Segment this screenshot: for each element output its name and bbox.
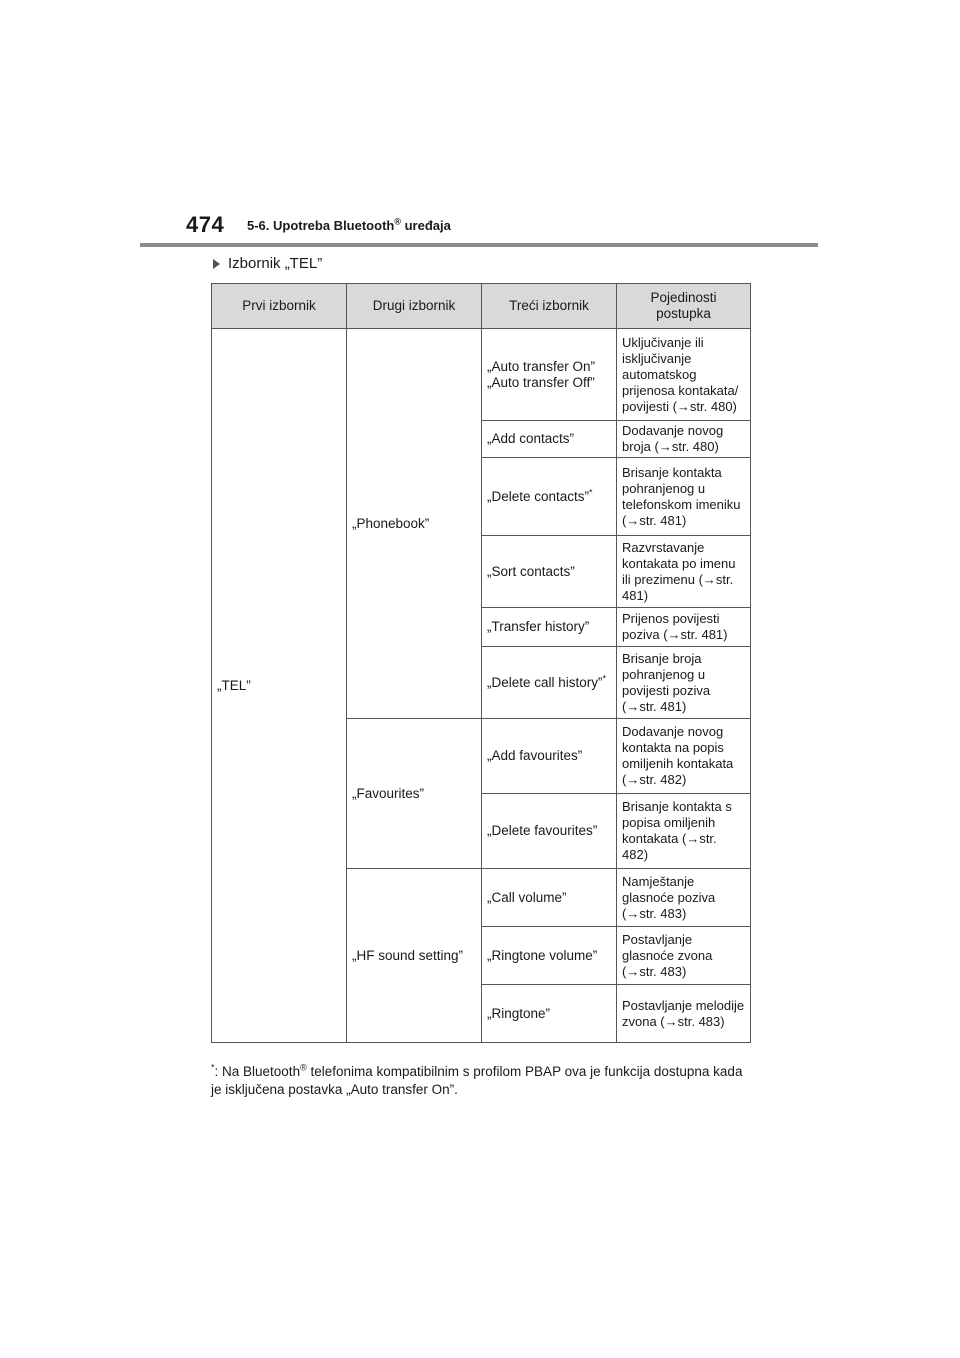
third-menu-label: „Auto transfer On” „Auto transfer Off” [487,358,596,390]
third-menu-cell [482,421,617,458]
third-menu-label: „Sort contacts” [487,563,575,579]
third-menu-cell [482,794,617,869]
menu-table [211,283,751,1043]
second-menu-cell: „HF sound setting” [347,869,482,1043]
footnote [211,1063,751,1099]
third-menu-cell [482,536,617,608]
description-cell: Brisanje kontakta pohranjenog u telefonskom imeniku (→str. 481) [617,458,751,536]
third-menu-label: „Add contacts” [487,431,575,446]
description-cell: Brisanje kontakta s popisa omiljenih kontakata (→str. 482) [617,794,751,869]
footnote-text-start: : Na Bluetooth [214,1064,301,1079]
description-cell: Uključivanje ili isključivanje automatskog prijenosa kontakata/ povijesti (→str. 480) [617,329,751,421]
footnote-text-end: telefonima kompatibilnim s profilom PBAP ova je funkcija dostupna kada je isključena postavka „Auto transfer On”. [211,1064,743,1097]
header-rule [140,243,818,247]
second-menu-cell: „Phonebook” [347,329,482,719]
description-cell: Prijenos povijesti poziva (→str. 481) [617,608,751,647]
column-header: Pojedinosti postupka [617,284,751,329]
first-menu-cell: „TEL” [212,329,347,1043]
second-menu-cell: „Favourites” [347,719,482,869]
column-header: Prvi izbornik [212,284,347,329]
page-number: 474 [186,212,225,237]
table-row [212,329,751,421]
third-menu-label: „Transfer history” [487,619,590,634]
footnote-marker: * [211,1062,215,1073]
third-menu-label: „Call volume” [487,889,567,905]
section-title-suffix: uređaja [400,218,451,233]
description-cell: Razvrstavanje kontakata po imenu ili prezimenu (→str. 481) [617,536,751,608]
third-menu-cell [482,927,617,985]
description-cell: Postavljanje glasnoće zvona (→str. 483) [617,927,751,985]
column-header: Treći izbornik [482,284,617,329]
table-header-row [212,284,751,329]
third-menu-cell [482,458,617,536]
third-menu-cell [482,329,617,421]
third-menu-cell [482,608,617,647]
registered-mark: ® [300,1062,307,1073]
section-title [247,218,451,233]
description-cell: Namještanje glasnoće poziva (→str. 483) [617,869,751,927]
third-menu-cell [482,647,617,719]
footnote-ref: * [602,673,607,683]
subheading-text: Izbornik „TEL” [228,255,323,272]
section-title-prefix: 5-6. Upotreba Bluetooth [247,218,395,233]
third-menu-label: „Delete favourites” [487,823,598,838]
column-header: Drugi izbornik [347,284,482,329]
third-menu-label: „Ringtone” [487,1005,551,1021]
description-cell: Brisanje broja pohranjenog u povijesti poziva (→str. 481) [617,647,751,719]
description-cell: Dodavanje novog kontakta na popis omiljenih kontakata (→str. 482) [617,719,751,794]
description-cell: Postavljanje melodije zvona (→str. 483) [617,985,751,1043]
third-menu-label: „Add favourites” [487,748,583,763]
third-menu-cell [482,719,617,794]
registered-mark: ® [394,216,401,227]
subheading [213,255,322,272]
third-menu-label: „Ringtone volume” [487,947,598,963]
third-menu-label: „Delete call history” [487,674,603,690]
triangle-bullet-icon [213,259,220,269]
third-menu-cell [482,985,617,1043]
footnote-ref: * [589,487,593,497]
third-menu-cell [482,869,617,927]
third-menu-label: „Delete contacts” [487,488,590,504]
description-cell: Dodavanje novog broja (→str. 480) [617,421,751,458]
